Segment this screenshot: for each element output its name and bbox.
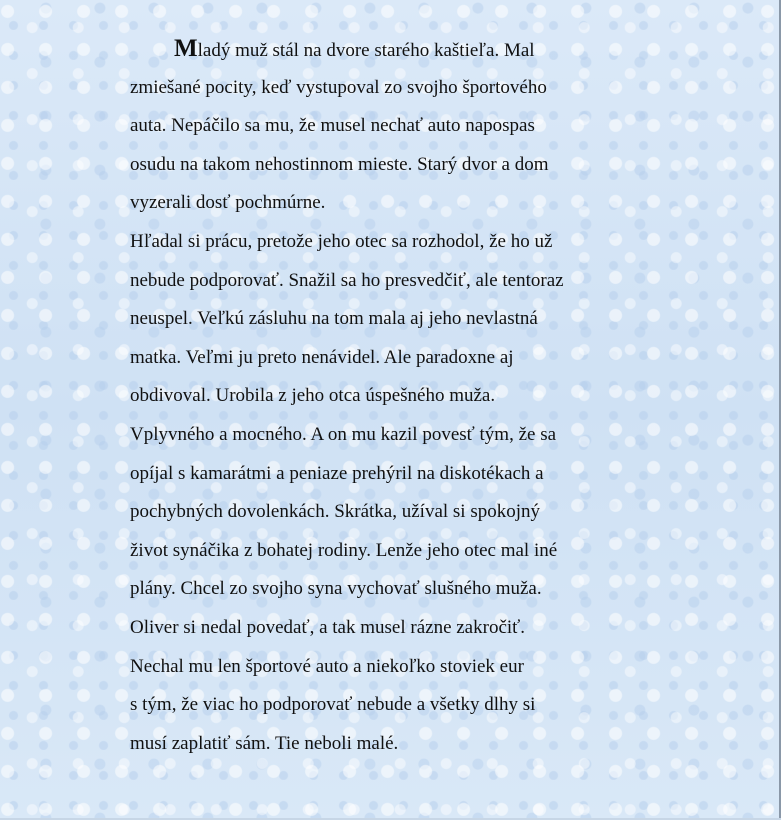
text-line: obdivoval. Urobila z jeho otca úspešného muža.	[130, 385, 496, 407]
text-line: Oliver si nedal povedať, a tak musel rázne zakročiť.	[130, 616, 526, 638]
text-line: vyzerali dosť pochmúrne.	[130, 192, 326, 214]
text-line: musí zaplatiť sám. Tie neboli malé.	[130, 732, 399, 754]
text-line	[130, 30, 660, 69]
text-line: Vplyvného a mocného. A on mu kazil povesť tým, že sa	[130, 423, 557, 445]
text-line: Nechal mu len športové auto a niekoľko stoviek eur	[130, 655, 524, 677]
text-line: matka. Veľmi ju preto nenávidel. Ale paradoxne aj	[130, 346, 514, 368]
first-line-text: ladý muž stál na dvore starého kaštieľa. Mal	[197, 40, 535, 61]
text-line: osudu na takom nehostinnom mieste. Starý dvor a dom	[130, 153, 549, 175]
drop-cap: M	[174, 35, 198, 62]
text-line: nebude podporovať. Snažil sa ho presvedčiť, ale tentoraz	[130, 269, 564, 291]
text-line: plány. Chcel zo svojho syna vychovať slušného muža.	[130, 578, 542, 600]
story-text	[130, 30, 660, 763]
text-line: auta. Nepáčilo sa mu, že musel nechať auto napospas	[130, 115, 535, 137]
text-line: neuspel. Veľkú zásluhu na tom mala aj jeho nevlastná	[130, 308, 538, 330]
text-line: Hľadal si prácu, pretože jeho otec sa rozhodol, že ho už	[130, 230, 553, 252]
text-line: zmiešané pocity, keď vystupoval zo svojho športového	[130, 76, 547, 98]
text-line: pochybných dovolenkách. Skrátka, užíval si spokojný	[130, 501, 541, 523]
text-line: s tým, že viac ho podporovať nebude a všetky dlhy si	[130, 694, 536, 716]
text-line: opíjal s kamarátmi a peniaze prehýril na diskotékach a	[130, 462, 544, 484]
text-line: život synáčika z bohatej rodiny. Lenže jeho otec mal iné	[130, 539, 558, 561]
